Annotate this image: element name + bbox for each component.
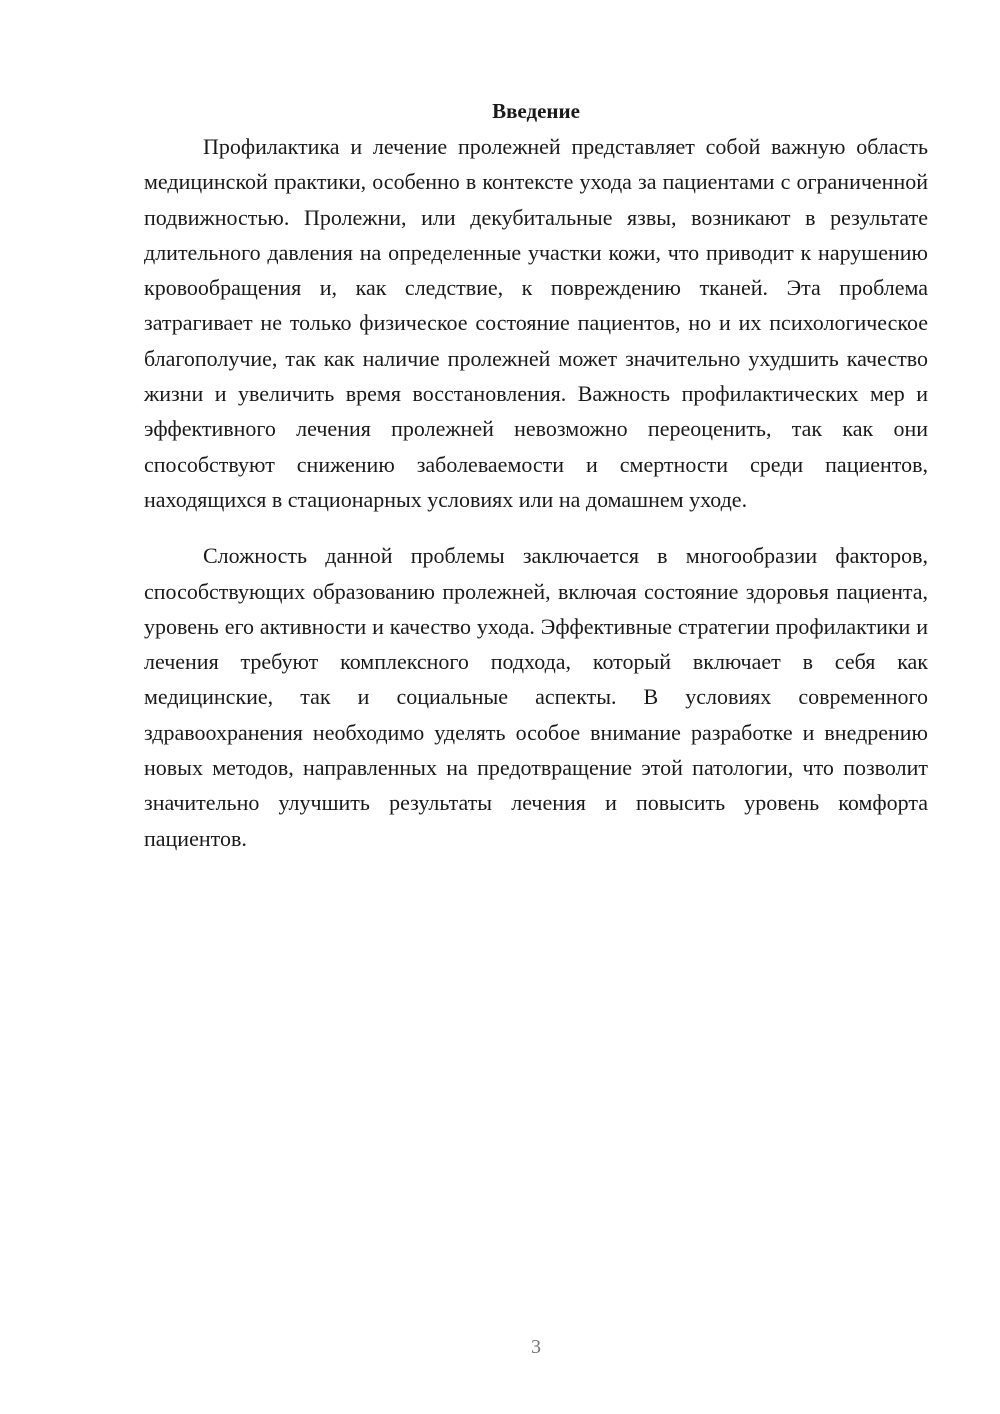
section-title: Введение [492,99,580,123]
page-content [144,94,928,856]
page-number: 3 [531,1336,541,1358]
paragraph-2: Сложность данной проблемы заключается в многообразии факторов, способствующих образованию пролежней, включая состояние здоровья пациента, уровень его активности и качество ухода. Эффективные стратегии профилактики и лечения требуют комплексного подхода, который включает в себя как медицинские, так и социальные аспекты. В условиях современного здравоохранения необходимо уделять особое внимание разработке и внедрению новых методов, направленных на предотвращение этой патологии, что позволит значительно улучшить результаты лечения и повысить уровень комфорта пациентов. [144,543,928,851]
paragraph-1: Профилактика и лечение пролежней представляет собой важную область медицинской практики, особенно в контексте ухода за пациентами с ограниченной подвижностью. Пролежни, или декубитальные язвы, возникают в результате длительного давления на определенные участки кожи, что приводит к нарушению кровообращения и, как следствие, к повреждению тканей. Эта проблема затрагивает не только физическое состояние пациентов, но и их психологическое благополучие, так как наличие пролежней может значительно ухудшить качество жизни и увеличить время восстановления. Важность профилактических мер и эффективного лечения пролежней невозможно переоценить, так как они способствуют снижению заболеваемости и смертности среди пациентов, находящихся в стационарных условиях или на домашнем уходе. [144,134,928,512]
